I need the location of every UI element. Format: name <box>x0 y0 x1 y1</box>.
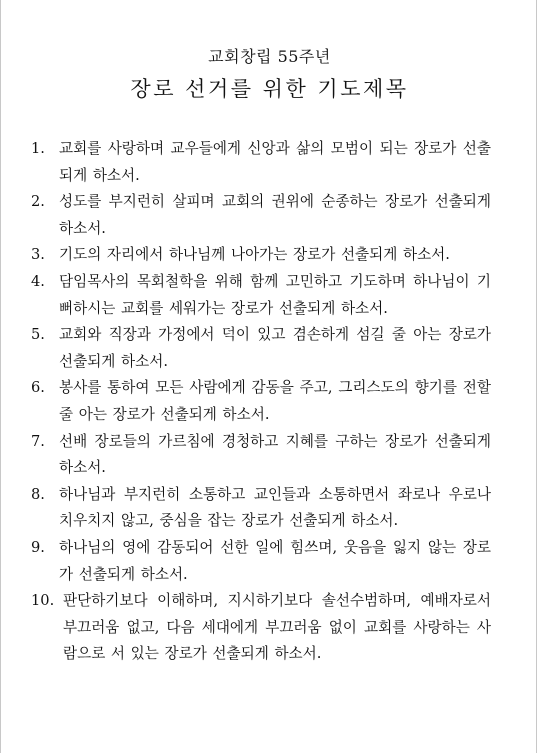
prayer-list <box>31 136 491 668</box>
item-text: 선배 장로들의 가르침에 경청하고 지혜를 구하는 장로가 선출되게 하소서. <box>59 432 491 477</box>
prayer-item-6 <box>31 375 491 428</box>
item-number: 9. <box>31 538 45 556</box>
item-number: 10. <box>31 592 55 610</box>
item-text: 하나님과 부지런히 소통하고 교인들과 소통하면서 좌로나 우로나 치우치지 않고, 중심을 잡는 장로가 선출되게 하소서. <box>59 485 491 530</box>
item-text: 담임목사의 목회철학을 위해 함께 고민하고 기도하며 하나님이 기뻐하시는 교회를 세워가는 장로가 선출되게 하소서. <box>59 272 491 317</box>
item-number: 3. <box>31 246 45 264</box>
prayer-item-2 <box>31 189 491 242</box>
prayer-item-8 <box>31 482 491 535</box>
item-number: 1. <box>31 140 45 157</box>
prayer-item-5 <box>31 322 491 375</box>
item-text: 교회를 사랑하며 교우들에게 신앙과 삶의 모범이 되는 장로가 선출되게 하소서. <box>59 140 491 184</box>
item-text: 교회와 직장과 가정에서 덕이 있고 겸손하게 섬길 줄 아는 장로가 선출되게 하소서. <box>59 326 491 370</box>
item-text: 판단하기보다 이해하며, 지시하기보다 솔선수범하며, 예배자로서 부끄러움 없고, 다음 세대에게 부끄러움 없이 교회를 사랑하는 사람으로 서 있는 장로가 선출되게 하소서. <box>63 592 491 663</box>
document-subtitle: 교회창립 55주년 <box>208 47 331 66</box>
item-text: 기도의 자리에서 하나님께 나아가는 장로가 선출되게 하소서. <box>59 246 450 264</box>
item-text: 성도를 부지런히 살피며 교회의 권위에 순종하는 장로가 선출되게 하소서. <box>59 193 491 237</box>
document-title: 장로 선거를 위한 기도제목 <box>130 77 409 101</box>
prayer-item-10 <box>31 588 491 668</box>
prayer-item-1 <box>31 136 491 189</box>
item-text: 하나님의 영에 감동되어 선한 일에 힘쓰며, 웃음을 잃지 않는 장로가 선출되게 하소서. <box>59 538 491 583</box>
item-number: 7. <box>31 432 45 450</box>
prayer-item-4 <box>31 269 491 322</box>
item-number: 4. <box>31 272 45 290</box>
prayer-item-3 <box>31 242 491 269</box>
item-number: 5. <box>31 326 45 344</box>
item-number: 8. <box>31 485 45 503</box>
item-text: 봉사를 통하여 모든 사람에게 감동을 주고, 그리스도의 향기를 전할 줄 아는 장로가 선출되게 하소서. <box>59 379 491 423</box>
item-number: 2. <box>31 193 45 211</box>
prayer-item-9 <box>31 535 491 588</box>
prayer-item-7 <box>31 429 491 482</box>
item-number: 6. <box>31 379 45 397</box>
